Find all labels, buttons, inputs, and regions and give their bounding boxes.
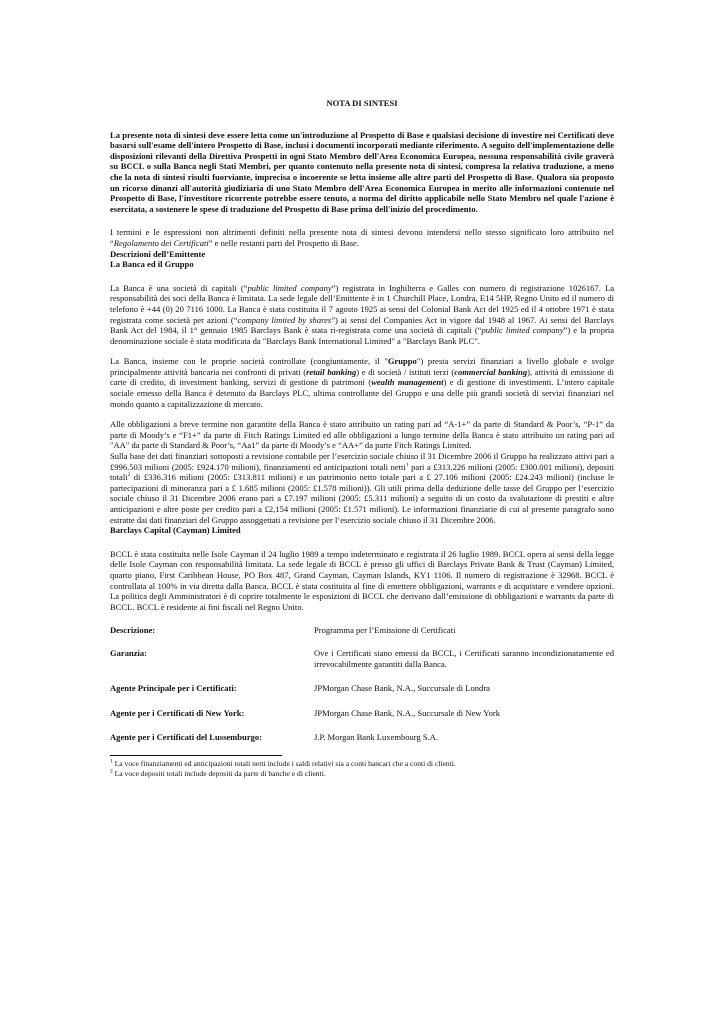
definitions-list — [110, 625, 614, 743]
definition-value: JPMorgan Chase Bank, N.A., Succursale di Londra — [314, 683, 490, 694]
footnote-1 — [110, 759, 614, 769]
footnote-2 — [110, 769, 614, 779]
italic-run: public limited company — [247, 282, 332, 293]
italic-run: wealth management — [371, 377, 444, 388]
definition-row — [110, 683, 614, 694]
italic-run: company limited by shares — [237, 314, 332, 325]
banca-paragraph-1 — [110, 283, 614, 347]
definition-row — [110, 625, 614, 636]
section-heading-emittente: Descrizioni dell’Emittente — [110, 248, 206, 259]
banca-paragraph-2 — [110, 356, 614, 409]
text-run: ), attività di emissione di carte di credito, di investment banking, servizi di gestione di patrimoni ( — [110, 366, 614, 388]
definition-row — [110, 648, 614, 669]
footnote-number: 1 — [110, 758, 113, 765]
definition-row — [110, 732, 614, 743]
definition-value: JPMorgan Chase Bank, N.A., Succursale di New York — [314, 707, 500, 718]
footnote-divider — [110, 755, 282, 756]
italic-run: retail banking — [306, 366, 357, 377]
text-run: ”) ai sensi del Companies Act in vigore dal 1948 al 1967. Ai sensi del Barclays Bank Act del 1984, il 1° gennaio 1985 Barclays Bank è stata ri-registrata come una società di capitali (“ — [110, 314, 614, 336]
footnote-ref: 1 — [405, 461, 409, 468]
italic-run: commercial banking — [454, 366, 528, 377]
text-run: La Banca, insieme con le proprie società controllate (congiuntamente, il " — [110, 356, 388, 367]
text-run: pari a £313.226 milioni (2005: £300.001 milioni), depositi totali — [110, 461, 614, 483]
intro-paragraph: La presente nota di sintesi deve essere letta come un'introduzione al Prospetto di Base e qualsiasi decisione di investire nei Certificati deve basarsi sull'esame dell'intero Prospetto di Base, inclusi i documenti incorporati mediante riferimento. A seguito dell'implementazione delle disposizioni rilevanti della Direttiva Prospetti in ogni Stato Membro dell'Area Economica Europea, nessuna responsabilità civile graverà su BCCL o sulla Banca negli Stati Membri, per quanto contenuto nella presente nota di sintesi, compresa la relativa traduzione, a meno che la nota di sintesi risulti fuorviante, imprecisa o incoerente se letta insieme alle altre parti del Prospetto di Base. Qualora sia proposto un ricorso dinanzi all'autorità giudiziaria di uno Stato Membro dell'Area Economica Europea in merito alle informazioni contenute nel Prospetto di Base, l'investitore ricorrente potrebbe essere tenuto, a norma del diritto applicabile nello Stato Membro nel quale l'azione è esercitata, a sostenere le spese di traduzione del Prospetto di Base prima dell'inizio del procedimento. — [110, 129, 614, 214]
banca-paragraph-4 — [110, 451, 614, 525]
text-run: La Banca è una società di capitali (“ — [110, 282, 248, 293]
definition-value: J.P. Morgan Bank Luxembourg S.A. — [314, 732, 439, 743]
footnote-number: 2 — [110, 768, 113, 775]
definition-label: Garanzia: — [110, 647, 148, 658]
terms-italic: Regolamento dei Certificati — [113, 237, 209, 248]
terms-text-1: I termini e le espressioni non altrimenti definiti nella presente nota di sintesi devono intendersi nello stesso significato loro attribuito nel “ — [110, 227, 614, 248]
text-run: Sulla base dei dati finanziari sottoposti a revisione contabile per l’esercizio sociale chiuso il 31 Dicembre 2006 il Gruppo ha realizzato attivi pari a £996.503 milioni (2005: £924.170 milioni), finanziamenti ed anticipazioni totali netti — [110, 451, 614, 472]
footnote-ref: 2 — [127, 472, 131, 479]
banca-paragraph-3: Alle obbligazioni a breve termine non garantite della Banca è stato attribuito un rating pari ad “A-1+” da parte di Standard & Poor’s, “P-1” da parte di Moody’s e “F1+” da parte di Fitch Ratings Limited ed alle obbligazioni a lungo termine della Banca è stato attribuito un rating pari ad "AA" da parte di Standard & Poor’s, “Aa1” da parte di Moody’s e “AA+” da parte Fitch Ratings Limited. — [110, 419, 614, 451]
definition-label: Agente Principale per i Certificati: — [110, 683, 237, 694]
text-run: ") presta servizi finanziari a livello globale e svolge principalmente attività bancaria nei confronti di privati ( — [110, 356, 614, 377]
bold-run: Gruppo — [387, 356, 417, 367]
text-run: ) e di società / istituti terzi ( — [356, 366, 455, 377]
definition-label: Agente per i Certificati del Lussemburgo: — [110, 732, 262, 743]
definition-row — [110, 708, 614, 719]
definition-value: Ove i Certificati siano emessi da BCCL, i Certificati saranno incondizionatamente ed irrevocabilmente garantiti dalla Banca. — [314, 647, 614, 669]
definition-value: Programma per l’Emissione di Certificati — [314, 625, 456, 636]
footnote-text: La voce finanziamenti ed anticipazioni totali netti include i saldi relativi sia a conti bancari che a conti di clienti. — [112, 758, 456, 768]
definition-label: Descrizione: — [110, 625, 156, 636]
bccl-paragraph: BCCL è stata costituita nelle Isole Cayman il 24 luglio 1989 a tempo indeterminato e registrata il 26 luglio 1989. BCCL opera ai sensi della legge delle Isole Cayman con responsabilità limitata. La sede legale di BCCL è presso gli uffici di Barclays Private Bank & Trust (Cayman) Limited, quarto piano, First Caribbean House, PO Box 487, Grand Cayman, Cayman Islands, KY1 1106. Il numero di registrazione è 32968. BCCL è controllata al 100% in via diretta dalla Banca. BCCL è stata costituita al fine di emettere obbligazioni, warrants e di acquistare e vendere opzioni. La politica degli Amministratori è di coprire totalmente le esposizioni di BCCL che derivano dall’emissione di obbligazioni e warrants da parte di BCCL. BCCL è residente ai fini fiscali nel Regno Unito. — [110, 548, 614, 612]
text-run: di £336.316 milioni (2005: £313.811 milioni) e un patrimonio netto totale pari a £ 27.106 milioni (2005: £24.243 milioni) (incluse le partecipazioni di minoranza pari a £ 1.685 milioni (2005: £1.578 milioni)). Gli utili prima della deduzione delle tasse del Gruppo per l’esercizio sociale chiuso il 31 Dicembre 2006 erano pari a £7.197 milioni (2005: £5.311 milioni) a seguito di un costo da svalutazione di prestiti e altre anticipazioni e altre poste per credito pari a £2,154 milioni (2005: £1.571 milioni). Le informazioni finanziarie di cui al presente paragrafo sono estratte dai dati finanziari del Gruppo assoggettati a revisione per l’esercizio sociale chiuso il 31 Dicembre 2006. — [110, 472, 614, 525]
section-heading-banca: La Banca ed il Gruppo — [110, 259, 194, 270]
document-title: NOTA DI SINTESI — [326, 98, 398, 108]
footnotes — [110, 759, 614, 779]
text-run: ”) e la propria denominazione sociale è stata modificata da "Barclays Bank International Limited" a "Barclays Bank PLC". — [110, 325, 614, 346]
definition-label: Agente per i Certificati di New York: — [110, 707, 245, 718]
section-heading-bccl: Barclays Capital (Cayman) Limited — [110, 525, 241, 536]
terms-paragraph — [110, 227, 614, 248]
terms-text-2: ” e nelle restanti parti del Prospetto di Base. — [208, 237, 359, 248]
text-run: ”) registrata in Inghilterra e Galles con numero di registrazione 1026167. La responsabilità dei soci della Banca è limitata. La sede legale dell’Emittente è in 1 Churchill Place, Londra, E14 5HP, Regno Unito ed il numero di telefono è +44 (0) 20 7116 1000. La Banca è stata costituita il 7 agosto 1925 ai sensi del Colonial Bank Act del 1925 ed il 4 ottobre 1971 è stata registrata come società per azioni (“ — [110, 282, 614, 325]
text-run: ) e di gestione di investimenti. L’intero capitale sociale emesso della Banca è detenuto da Barclays PLC, ultima controllante del Gruppo e una delle più grandi società di servizi finanziari nel mondo quanto a capitalizzazione di mercato. — [110, 377, 614, 409]
footnote-text: La voce depositi totali include depositi da parte di banche e di clienti. — [112, 768, 326, 778]
italic-run: public limited company — [481, 325, 564, 336]
